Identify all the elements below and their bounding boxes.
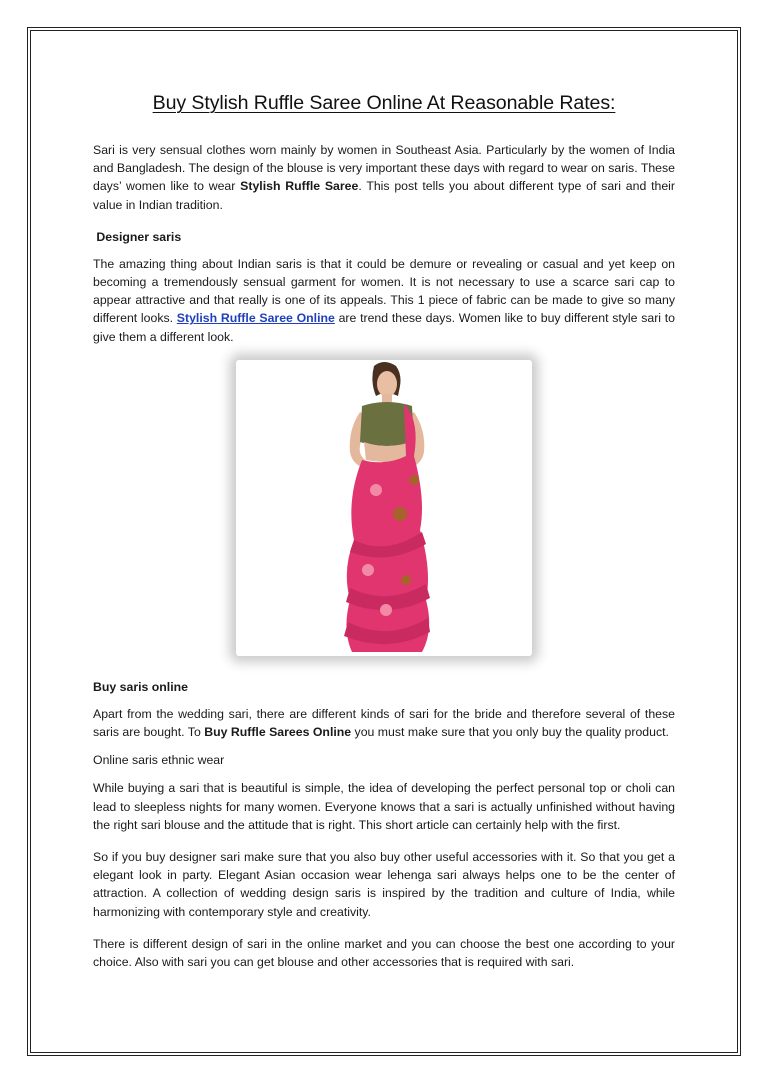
buy-saris-text: Apart from the wedding sari, there are different kinds of sari for the bride and therefore several of these saris are bought. To: [93, 706, 675, 740]
accessories-paragraph: So if you buy designer sari make sure that you also buy other useful accessories with it. So that you get a elegant look in party. Elegant Asian occasion wear lehenga sari always helps one to be the center of attraction. A collection of wedding design saris is inspired by the tradition and culture of India, while harmonizing with contemporary style and creativity.: [93, 850, 675, 919]
designer-saris-text-end: are trend these days. Women like to buy different style sari to give them a different look.: [93, 311, 676, 344]
buy-saris-text-end: you must make sure that you only buy the quality product.: [351, 725, 669, 740]
designer-saris-paragraph: [93, 255, 675, 346]
saree-model-illustration: [236, 360, 532, 656]
stylish-ruffle-saree-link[interactable]: Stylish Ruffle Saree Online: [176, 311, 335, 326]
document-body: [93, 92, 675, 981]
choice-paragraph: There is different design of sari in the online market and you can choose the best one according to your choice. Also with sari you can get blouse and other accessories that is required with sari.: [93, 936, 675, 970]
buy-saris-paragraph: [93, 705, 675, 741]
intro-text: Sari is very sensual clothes worn mainly by women in Southeast Asia. Particularly by the women of India and Bangladesh. The design of the blouse is very important these days with regard to wear on saris. These days’ women like to wear: [93, 143, 675, 194]
saree-photo-frame: [236, 360, 532, 656]
ethnic-wear-subheading: Online saris ethnic wear: [93, 753, 225, 768]
saree-photo: [236, 360, 532, 656]
intro-text-end: . This post tells you about different type of sari and their value in Indian tradition.: [93, 179, 675, 212]
intro-paragraph: [93, 141, 675, 214]
designer-saris-text: The amazing thing about Indian saris is that it could be demure or revealing or casual and yet keep on becoming a tremendously sensual garment for women. It is not necessary to use a scarce sari cap to appear attractive and that really is one of its appeals. This 1 piece of fabric can be made to give so many different looks.: [93, 256, 675, 326]
buy-saris-online-heading: Buy saris online: [93, 679, 188, 694]
ethnic-wear-paragraph: While buying a sari that is beautiful is simple, the idea of developing the perfect personal top or choli can lead to sleepless nights for many women. Everyone knows that a sari is actually unfinished without having the right sari blouse and the attitude that is right. This short article can certainly help with the first.: [93, 781, 675, 832]
buy-ruffle-sarees-bold: Buy Ruffle Sarees Online: [204, 725, 352, 740]
designer-saris-heading: [93, 228, 675, 246]
designer-saris-heading-text: Designer saris: [96, 229, 182, 244]
intro-bold-keyword: Stylish Ruffle Saree: [240, 179, 359, 194]
page-title: Buy Stylish Ruffle Saree Online At Reasonable Rates:: [152, 92, 616, 114]
